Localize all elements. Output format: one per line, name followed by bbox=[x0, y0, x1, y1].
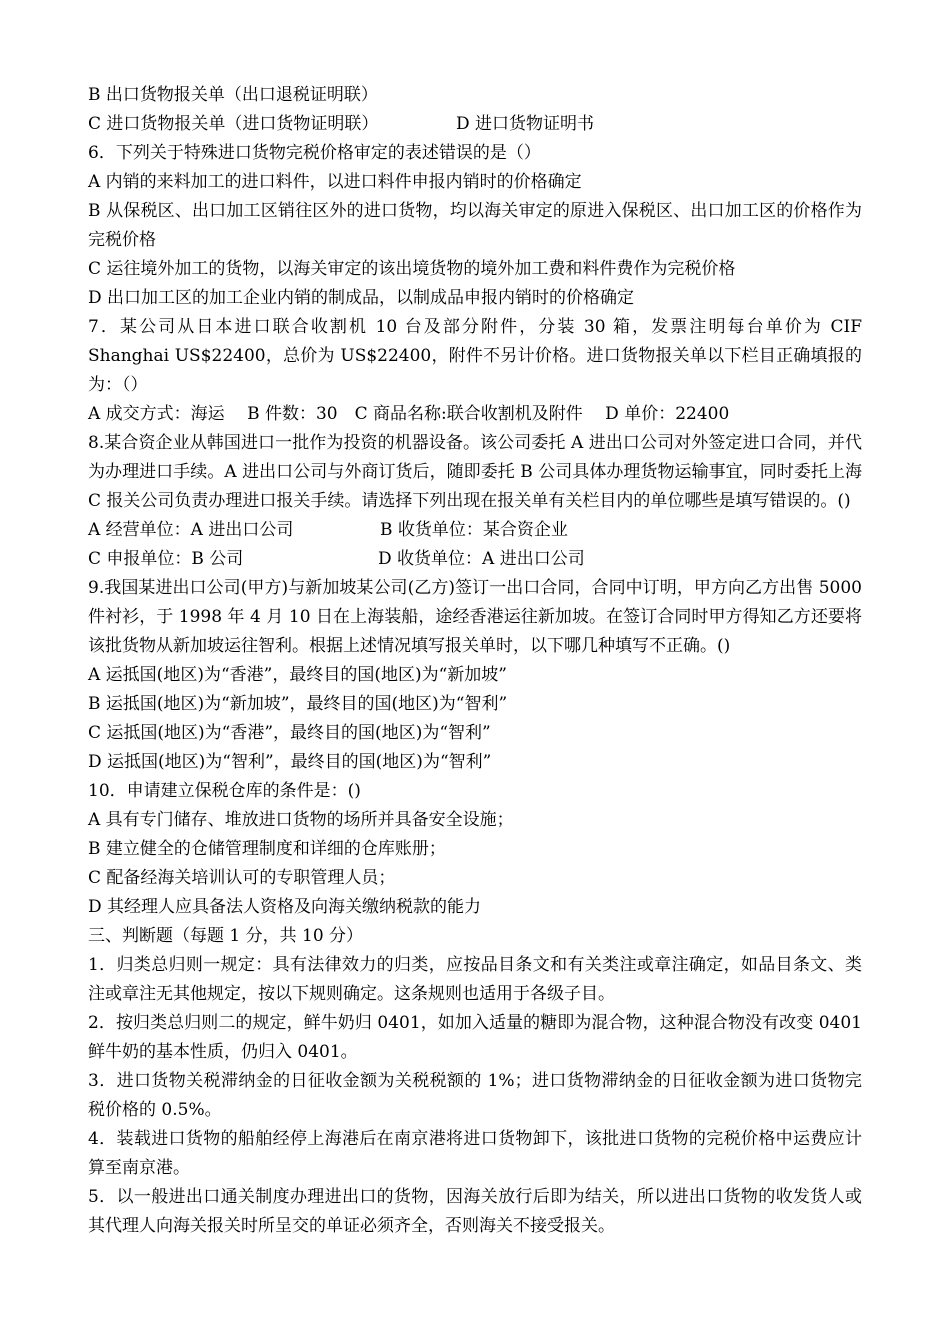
q9-option-d: D 运抵国(地区)为“智利”，最终目的国(地区)为“智利” bbox=[88, 752, 492, 772]
q5-option-d: D 进口货物证明书 bbox=[456, 114, 595, 134]
q10-option-d: D 其经理人应具备法人资格及向海关缴纳税款的能力 bbox=[88, 897, 482, 917]
q8-option-c: C 申报单位：B 公司 bbox=[88, 549, 244, 569]
q8-stem: 8.某合资企业从韩国进口一批作为投资的机器设备。该公司委托 A 进出口公司对外签定进口合同，并代为办理进口手续。A 进出口公司与外商订货后，随即委托 B 公司具体办理货物运输事宜，同时委托上海 C 报关公司负责办理进口报关手续。请选择下列出现在报关单有关栏目内的单位哪些是填写错误的。() bbox=[88, 433, 862, 511]
q6-stem: 6．下列关于特殊进口货物完税价格审定的表述错误的是（） bbox=[88, 143, 541, 163]
judgement-item: 5．以一般进出口通关制度办理进出口的货物，因海关放行后即为结关，所以进出口货物的收发货人或其代理人向海关报关时所呈交的单证必须齐全，否则海关不接受报关。 bbox=[88, 1187, 862, 1236]
judgement-item: 1．归类总归则一规定：具有法律效力的归类，应按品目条文和有关类注或章注确定，如品目条文、类注或章注无其他规定，按以下规则确定。这条规则也适用于各级子目。 bbox=[88, 955, 862, 1004]
q9-option-a: A 运抵国(地区)为“香港”，最终目的国(地区)为“新加坡” bbox=[88, 665, 507, 685]
q5-option-c: C 进口货物报关单（进口货物证明联） bbox=[88, 114, 379, 134]
q9-stem: 9.我国某进出口公司(甲方)与新加坡某公司(乙方)签订一出口合同，合同中订明，甲方向乙方出售 5000 件衬衫，于 1998 年 4 月 10 日在上海装船，途经香港运往新加坡。在签订合同时甲方得知乙方还要将该批货物从新加坡运往智利。根据上述情况填写报关单时，以下哪几种填写不正确。() bbox=[88, 578, 862, 656]
judgement-item: 2．按归类总归则二的规定，鲜牛奶归 0401，如加入适量的糖即为混合物，这种混合物没有改变 0401 鲜牛奶的基本性质，仍归入 0401。 bbox=[88, 1013, 862, 1062]
q9-option-c: C 运抵国(地区)为“香港”，最终目的国(地区)为“智利” bbox=[88, 723, 491, 743]
q7-options: A 成交方式：海运 B 件数：30 C 商品名称:联合收割机及附件 D 单价：22400 bbox=[88, 404, 730, 424]
q5-options-cd bbox=[88, 110, 862, 139]
judgement-item: 4．装载进口货物的船舶经停上海港后在南京港将进口货物卸下，该批进口货物的完税价格中运费应计算至南京港。 bbox=[88, 1129, 862, 1178]
q9-option-b: B 运抵国(地区)为“新加坡”，最终目的国(地区)为“智利” bbox=[88, 694, 508, 714]
q8-option-b: B 收货单位：某合资企业 bbox=[380, 520, 568, 540]
q7-stem: 7．某公司从日本进口联合收割机 10 台及部分附件，分装 30 箱，发票注明每台单价为 CIF Shanghai US$22400，总价为 US$22400，附件不另计价格。进口货物报关单以下栏目正确填报的为：（） bbox=[88, 317, 862, 395]
q10-option-c: C 配备经海关培训认可的专职管理人员； bbox=[88, 868, 396, 888]
q10-option-b: B 建立健全的仓储管理制度和详细的仓库账册； bbox=[88, 839, 446, 859]
q8-option-d: D 收货单位：A 进出口公司 bbox=[378, 549, 585, 569]
q6-option-a: A 内销的来料加工的进口料件，以进口料件申报内销时的价格确定 bbox=[88, 172, 582, 192]
q6-option-b: B 从保税区、出口加工区销往区外的进口货物，均以海关审定的原进入保税区、出口加工区的价格作为完税价格 bbox=[88, 201, 862, 250]
q8-options-ab bbox=[88, 516, 862, 545]
q6-option-c: C 运往境外加工的货物，以海关审定的该出境货物的境外加工费和料件费作为完税价格 bbox=[88, 259, 736, 279]
q8-option-a: A 经营单位：A 进出口公司 bbox=[88, 520, 294, 540]
q8-options-cd bbox=[88, 545, 862, 574]
q6-option-d: D 出口加工区的加工企业内销的制成品，以制成品申报内销时的价格确定 bbox=[88, 288, 635, 308]
q10-stem: 10．申请建立保税仓库的条件是：() bbox=[88, 781, 361, 801]
section-heading: 三、判断题（每题 1 分，共 10 分） bbox=[88, 926, 364, 946]
judgement-item: 3．进口货物关税滞纳金的日征收金额为关税税额的 1%；进口货物滞纳金的日征收金额为进口货物完税价格的 0.5%。 bbox=[88, 1071, 862, 1120]
q10-option-a: A 具有专门储存、堆放进口货物的场所并具备安全设施； bbox=[88, 810, 514, 830]
q5-option-b: B 出口货物报关单（出口退税证明联） bbox=[88, 85, 378, 105]
document-page bbox=[88, 81, 862, 1241]
